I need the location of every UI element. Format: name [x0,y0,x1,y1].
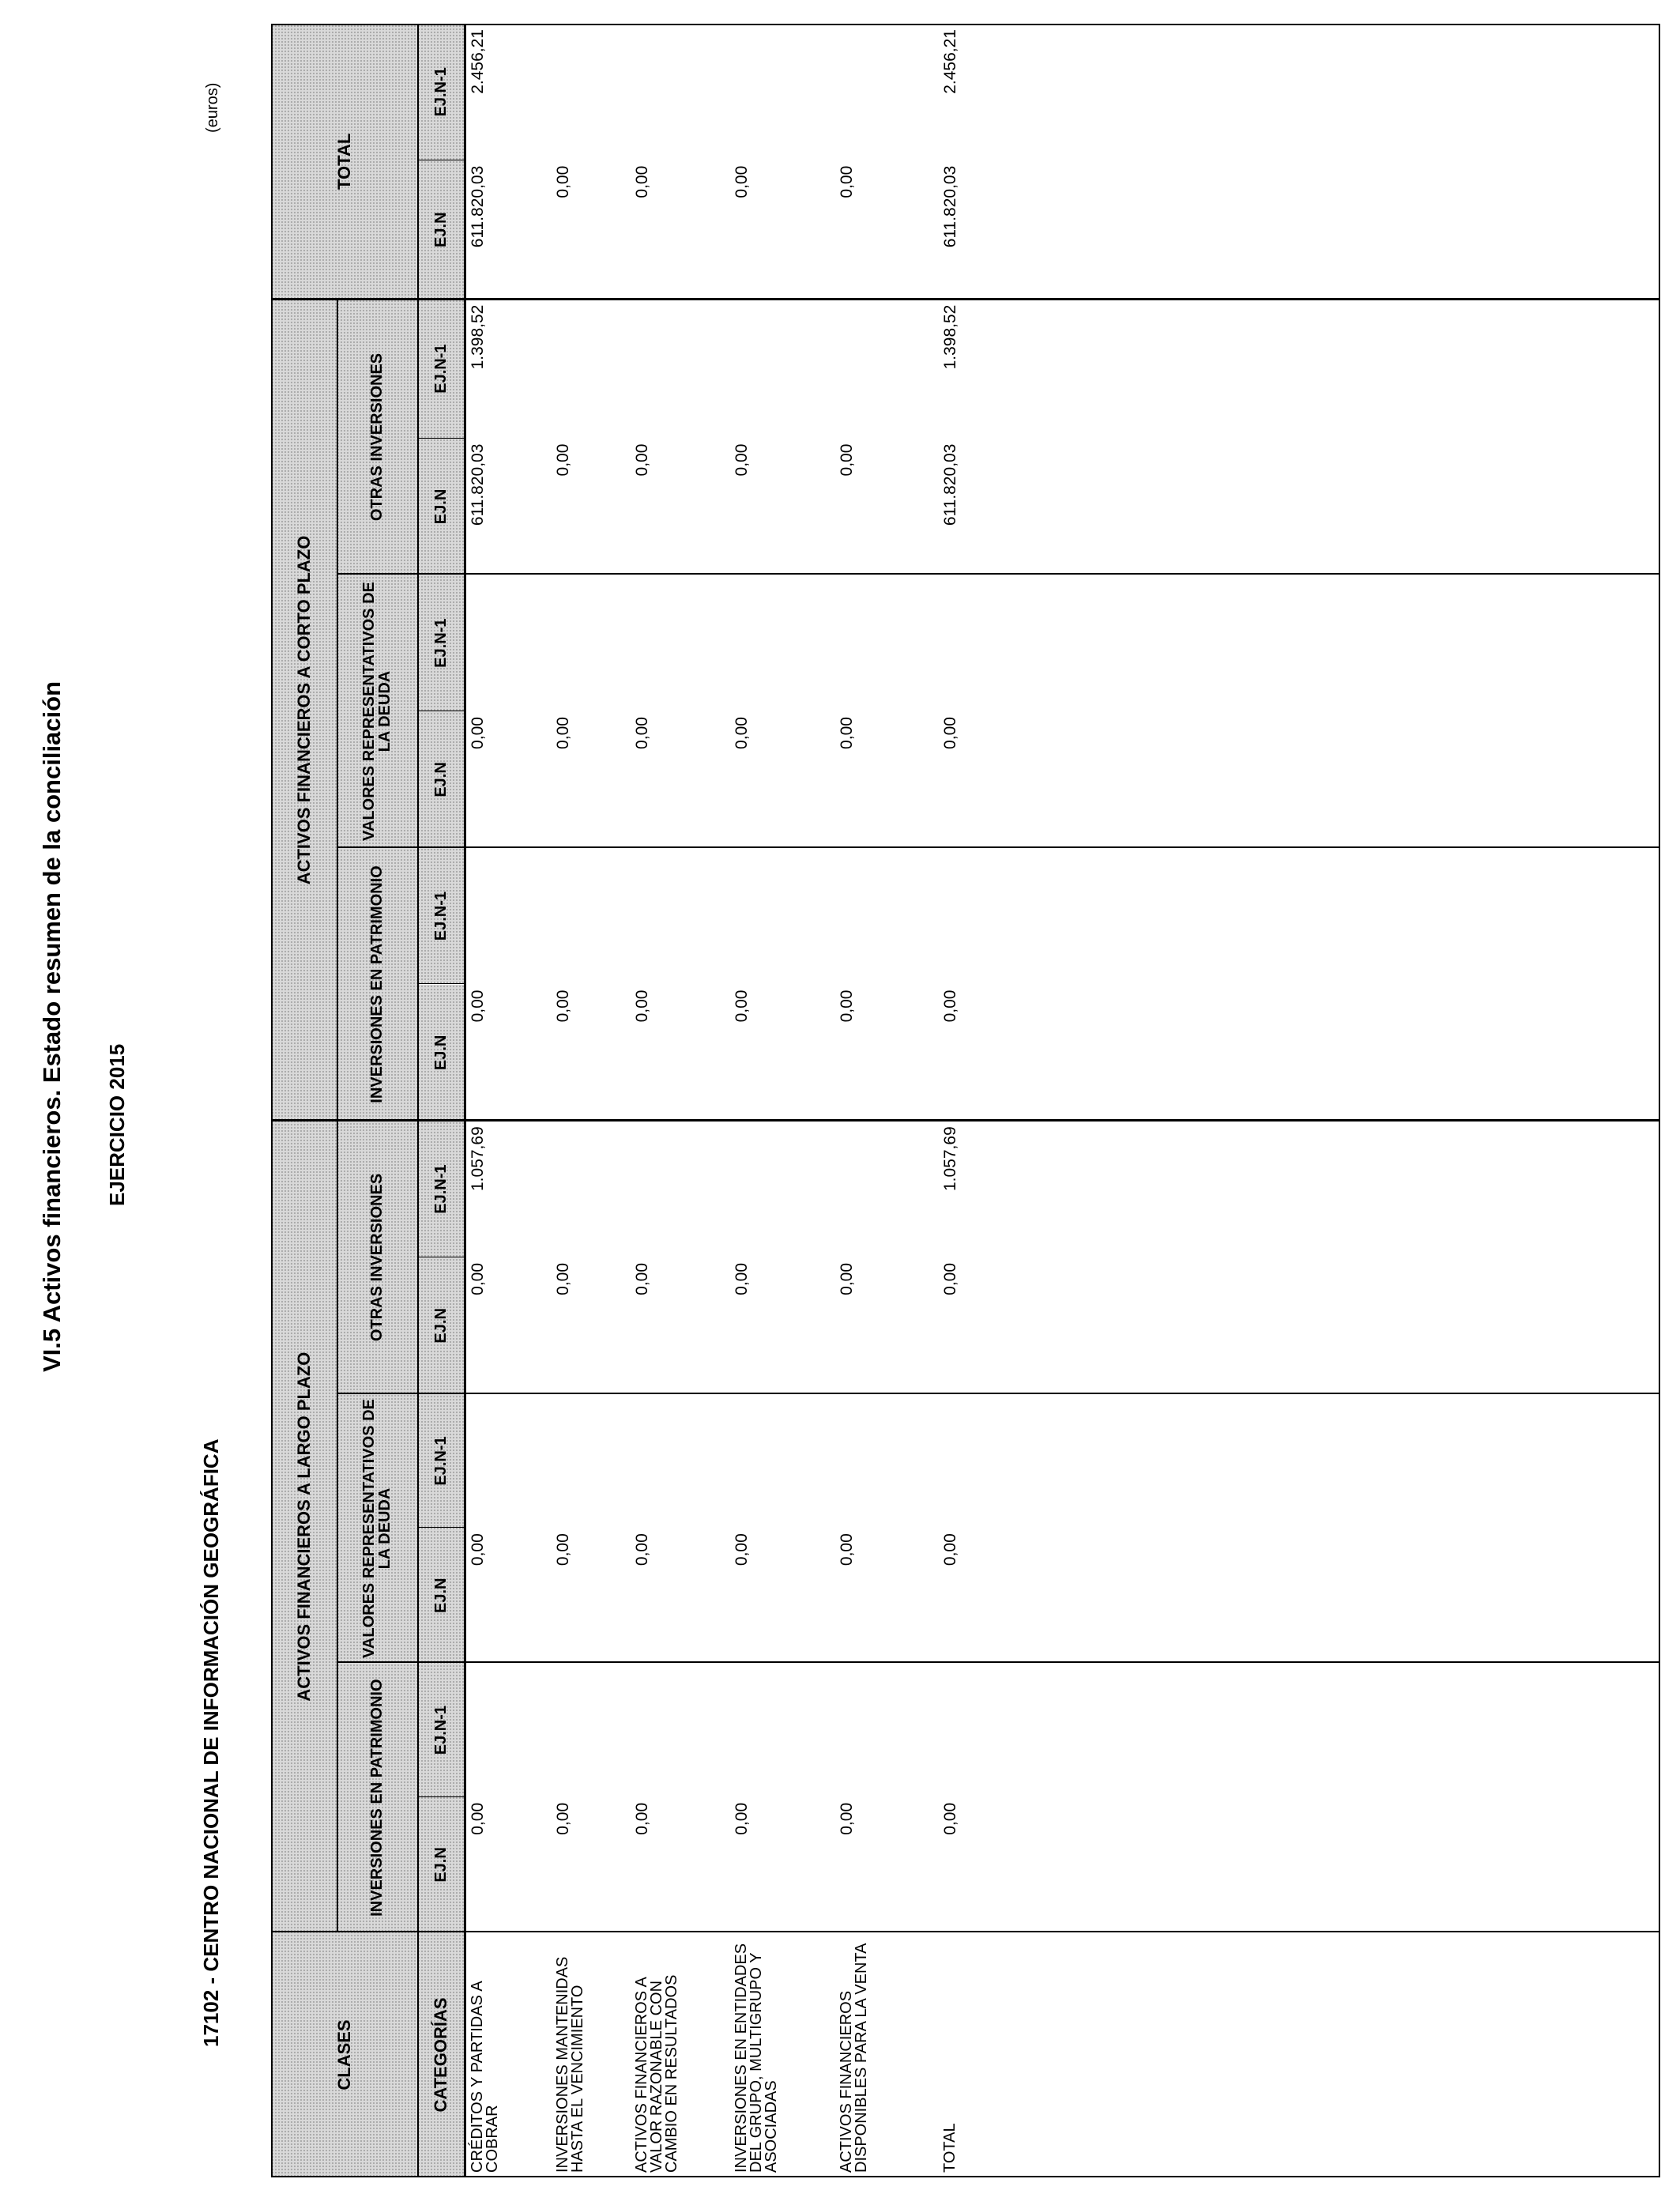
total-value-cell: 0,00 [941,717,959,749]
col-header-ej-n1: EJ.N-1 [417,1121,464,1257]
value-cell: 0,00 [733,1262,751,1295]
total-value-cell: 1.398,52 [941,304,959,370]
rule-subgroup [337,846,1660,848]
col-header-ej-n: EJ.N [417,985,464,1122]
value-cell: 0,00 [633,1262,651,1295]
value-cell [628,300,728,439]
value-cell: 2.456,21 [469,29,487,94]
value-cell [833,24,936,160]
subgroup-header-valores: VALORES REPRESENTATIVOS DE LA DEUDA [337,575,417,847]
value-cell [833,1121,936,1257]
rule-col-header [417,1796,464,1797]
value-cell: 0,00 [554,1802,572,1835]
units-label: (euros) [204,82,221,133]
total-value-cell: 0,00 [941,1262,959,1295]
value-cell [628,1394,728,1529]
clases-header: CLASES [271,1932,417,2177]
rule-col-header [417,1527,464,1528]
value-cell [728,1394,833,1529]
value-cell: 611.820,03 [469,443,487,526]
value-cell: 611.820,03 [469,165,487,248]
value-cell [728,575,833,711]
category-label: INVERSIONES EN ENTIDADES DEL GRUPO, MULTIGRUPO Y ASOCIADAS [733,1943,780,2173]
value-cell: 0,00 [633,1802,651,1835]
total-value-cell: 611.820,03 [941,165,959,248]
rule-header-3 [464,24,466,2177]
total-header: TOTAL [271,24,417,300]
entity-name: 17102 - CENTRO NACIONAL DE INFORMACIÓN GEOGRÁFICA [199,1438,223,2047]
value-cell: 0,00 [733,443,751,477]
value-cell [549,1663,628,1797]
table-border-bottom [1659,24,1660,2177]
col-header-ej-n1: EJ.N-1 [417,1663,464,1797]
value-cell [628,24,728,160]
subgroup-header-valores: VALORES REPRESENTATIVOS DE LA DEUDA [337,1394,417,1664]
value-cell [549,575,628,711]
subgroup-header-otras: OTRAS INVERSIONES [337,300,417,575]
value-cell [628,1663,728,1797]
rule-col-header [417,984,464,985]
col-header-ej-n1: EJ.N-1 [417,1394,464,1529]
value-cell [833,300,936,439]
value-cell: 0,00 [554,717,572,749]
value-cell [728,300,833,439]
value-cell [549,848,628,985]
col-header-ej-n: EJ.N [417,1797,464,1932]
table-border-left [271,2176,1660,2177]
value-cell [833,575,936,711]
rule-group [271,298,1660,300]
category-label: INVERSIONES MANTENIDAS HASTA EL VENCIMIENTO [554,1956,586,2173]
value-cell [728,1663,833,1797]
total-value-cell [936,848,1660,985]
value-cell: 0,00 [469,1802,487,1835]
total-value-cell: 0,00 [941,1533,959,1566]
col-header-ej-n: EJ.N [417,439,464,575]
rule-subgroup [337,1661,1660,1663]
total-value-cell [936,1663,1660,1797]
value-cell: 0,00 [554,165,572,198]
total-row-label: TOTAL [941,2123,959,2173]
rule-header-1 [337,300,338,1932]
value-cell: 0,00 [469,717,487,749]
category-label: ACTIVOS FINANCIEROS A VALOR RAZONABLE CON CAMBIO EN RESULTADOS [633,1974,680,2173]
value-cell: 0,00 [838,1262,856,1295]
total-value-cell: 611.820,03 [941,443,959,526]
value-cell: 0,00 [733,1533,751,1566]
category-label: CRÉDITOS Y PARTIDAS A COBRAR [469,1981,501,2173]
value-cell [833,848,936,985]
rule-clases-bottom [417,1932,419,2177]
value-cell: 0,00 [554,1262,572,1295]
col-header-ej-n: EJ.N [417,1257,464,1394]
value-cell [549,24,628,160]
col-header-ej-n1: EJ.N-1 [417,848,464,985]
value-cell: 0,00 [554,443,572,477]
value-cell [728,24,833,160]
value-cell: 0,00 [838,990,856,1023]
table-border-right [271,24,1660,25]
value-cell [464,575,549,711]
rule-subgroup [337,573,1660,575]
value-cell: 0,00 [469,990,487,1023]
rule-subgroup [337,1393,1660,1394]
value-cell: 0,00 [733,165,751,198]
value-cell: 1.398,52 [469,304,487,370]
value-cell: 0,00 [633,717,651,749]
largo-plazo-header: ACTIVOS FINANCIEROS A LARGO PLAZO [271,1121,337,1932]
value-cell: 0,00 [733,717,751,749]
value-cell: 0,00 [838,1802,856,1835]
value-cell [549,1121,628,1257]
corto-plazo-header: ACTIVOS FINANCIEROS A CORTO PLAZO [271,300,337,1122]
col-header-ej-n: EJ.N [417,1528,464,1663]
total-value-cell: 1.057,69 [941,1126,959,1191]
subgroup-header-otras: OTRAS INVERSIONES [337,1121,417,1393]
col-header-ej-n1: EJ.N-1 [417,24,464,160]
value-cell: 0,00 [838,443,856,477]
value-cell [833,1663,936,1797]
rule-col-header [417,438,464,439]
value-cell [833,1394,936,1529]
col-header-ej-n: EJ.N [417,160,464,300]
value-cell: 0,00 [633,443,651,477]
value-cell [628,848,728,985]
col-header-ej-n1: EJ.N-1 [417,300,464,439]
total-value-cell [936,575,1660,711]
value-cell [549,1394,628,1529]
value-cell: 1.057,69 [469,1126,487,1191]
value-cell [464,848,549,985]
page-subtitle: EJERCICIO 2015 [105,1043,129,1206]
col-header-ej-n1: EJ.N-1 [417,575,464,711]
value-cell: 0,00 [633,990,651,1023]
rule-header-2 [417,24,419,1932]
value-cell: 0,00 [554,1533,572,1566]
total-value-cell [936,1394,1660,1529]
page-title: VI.5 Activos financieros. Estado resumen de la conciliación [38,680,66,1372]
total-value-cell: 0,00 [941,990,959,1023]
value-cell [628,1121,728,1257]
category-label: ACTIVOS FINANCIEROS DISPONIBLES PARA LA VENTA [838,1943,870,2173]
value-cell: 0,00 [469,1533,487,1566]
rule-group [271,1119,1660,1122]
value-cell [728,848,833,985]
value-cell: 0,00 [838,165,856,198]
value-cell: 0,00 [554,990,572,1023]
value-cell [728,1121,833,1257]
value-cell [464,1663,549,1797]
value-cell: 0,00 [733,990,751,1023]
rule-categories [271,1931,1660,1932]
value-cell: 0,00 [633,1533,651,1566]
value-cell: 0,00 [838,1533,856,1566]
value-cell [549,300,628,439]
value-cell: 0,00 [633,165,651,198]
total-value-cell: 2.456,21 [941,29,959,94]
table-border-top [271,24,273,2177]
total-value-cell: 0,00 [941,1802,959,1835]
categorias-header: CATEGORÍAS [417,1932,464,2177]
subgroup-header-patrimonio: INVERSIONES EN PATRIMONIO [337,1663,417,1932]
value-cell [464,1394,549,1529]
value-cell: 0,00 [733,1802,751,1835]
col-header-ej-n: EJ.N [417,711,464,848]
value-cell [628,575,728,711]
value-cell: 0,00 [469,1262,487,1295]
value-cell: 0,00 [838,717,856,749]
subgroup-header-patrimonio: INVERSIONES EN PATRIMONIO [337,848,417,1121]
